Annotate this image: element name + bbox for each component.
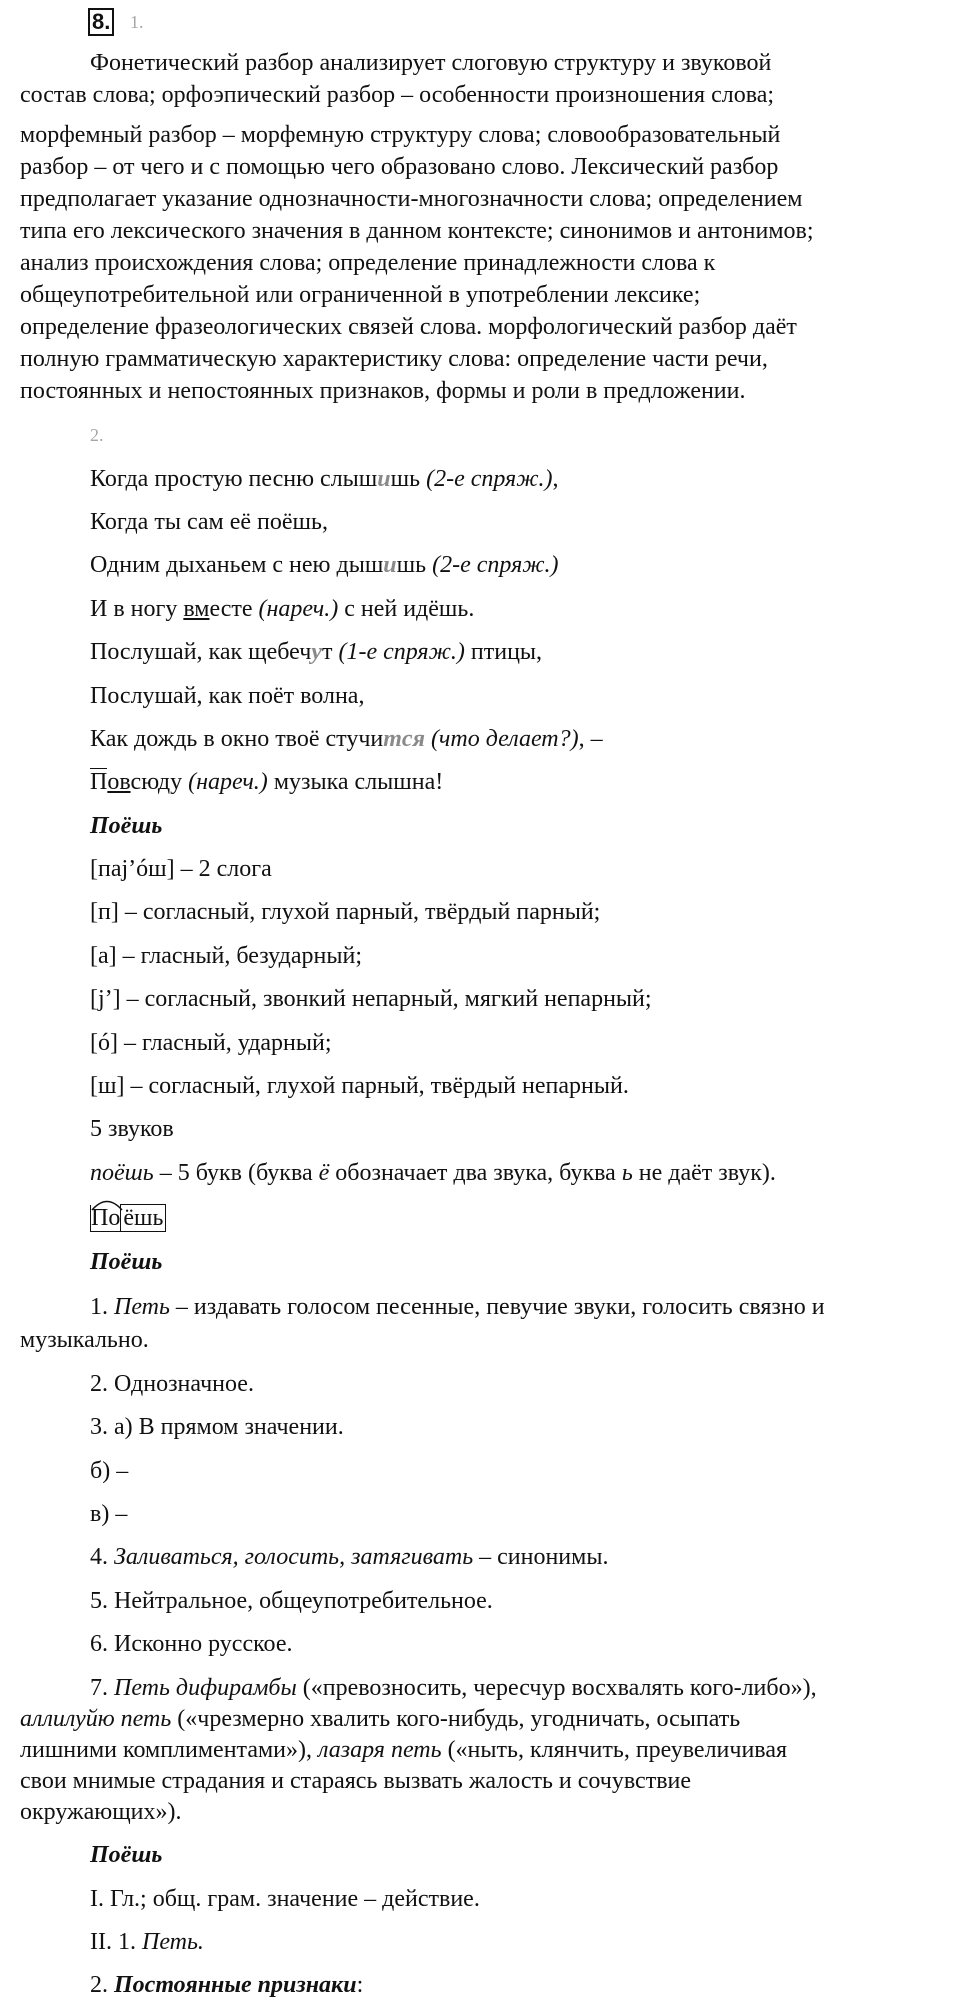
para1-line: постоянных и непостоянных признаков, формы и роли в предложении. — [20, 378, 746, 404]
sound-item: [п] – согласный, глухой парный, твёрдый парный; — [90, 899, 601, 925]
lex-item: свои мнимые страдания и стараясь вызвать жалость и сочувствие — [20, 1768, 692, 1794]
lex-item: 7. Петь дифирамбы («превозносить, чересчур восхвалять кого-либо»), — [90, 1675, 817, 1701]
poem-line: Повсюду (нареч.) музыка слышна! — [90, 769, 444, 795]
subtask-1-label: 1. — [130, 12, 144, 32]
morpheme-analysis — [90, 1203, 166, 1233]
poem-line: Как дождь в окно твоё стучится (что делает?), – — [90, 726, 603, 752]
section-title: Поёшь — [90, 813, 163, 839]
lex-item: аллилуйю петь («чрезмерно хвалить кого-нибудь, угодничать, осыпать — [20, 1706, 741, 1732]
poem-line: Когда простую песню слышишь (2-е спряж.), — [90, 466, 559, 492]
para1-line: Фонетический разбор анализирует слоговую структуру и звуковой — [90, 50, 772, 76]
sound-count: 5 звуков — [90, 1116, 174, 1142]
letter-count: поёшь – 5 букв (буква ё обозначает два звука, буква ь не даёт звук). — [90, 1160, 776, 1186]
lex-item: в) – — [90, 1501, 128, 1527]
para1-line: полную грамматическую характеристику слова: определение части речи, — [20, 346, 768, 372]
para1-line: определение фразеологических связей слова. морфологический разбор даёт — [20, 314, 797, 340]
poem-line: Послушай, как поёт волна, — [90, 683, 365, 709]
lex-item: 2. Однозначное. — [90, 1371, 254, 1397]
lex-item: окружающих»). — [20, 1799, 182, 1825]
lex-item: б) – — [90, 1458, 129, 1484]
para1-line: морфемный разбор – морфемную структуру слова; словообразовательный — [20, 122, 781, 148]
para1-line: типа его лексического значения в данном контексте; синонимов и антонимов; — [20, 218, 814, 244]
section-title: Поёшь — [90, 1249, 163, 1275]
poem-line: И в ногу вместе (нареч.) с ней идёшь. — [90, 596, 475, 622]
lex-item: 5. Нейтральное, общеупотребительное. — [90, 1588, 493, 1614]
sound-item: [j’] – согласный, звонкий непарный, мягкий непарный; — [90, 986, 652, 1012]
poem-line: Послушай, как щебечут (1-е спряж.) птицы, — [90, 639, 543, 665]
sound-item: [ó] – гласный, ударный; — [90, 1030, 332, 1056]
poem-line: Когда ты сам её поёшь, — [90, 509, 328, 535]
transcription: [паj’óш] – 2 слога — [90, 856, 272, 882]
lex-item: 6. Исконно русское. — [90, 1631, 293, 1657]
sound-item: [ш] – согласный, глухой парный, твёрдый непарный. — [90, 1073, 629, 1099]
lex-item: лишними комплиментами»), лазаря петь («ныть, клянчить, преувеличивая — [20, 1737, 788, 1763]
para1-line: разбор – от чего и с помощью чего образовано слово. Лексический разбор — [20, 154, 779, 180]
ending-morpheme: ёшь — [120, 1204, 166, 1232]
para1-line: анализ происхождения слова; определение принадлежности слова к — [20, 250, 716, 276]
lex-item: 3. а) В прямом значении. — [90, 1414, 344, 1440]
lex-item: 1. Петь – издавать голосом песенные, певучие звуки, голосить связно и — [90, 1294, 825, 1320]
para1-line: общеупотребительной или ограниченной в употреблении лексике; — [20, 282, 701, 308]
prefix-morpheme: По — [90, 1203, 120, 1233]
root-arc-icon — [90, 1197, 124, 1211]
lex-item: музыкально. — [20, 1327, 149, 1353]
section-title: Поёшь — [90, 1842, 163, 1868]
morph-item: II. 1. Петь. — [90, 1929, 204, 1955]
para1-line: состав слова; орфоэпический разбор – особенности произношения слова; — [20, 82, 775, 108]
morph-item: I. Гл.; общ. грам. значение – действие. — [90, 1886, 480, 1912]
poem-line: Одним дыханьем с нею дышишь (2-е спряж.) — [90, 552, 559, 578]
para1-line: предполагает указание однозначности-многозначности слова; определением — [20, 186, 803, 212]
morph-item: 2. Постоянные признаки: — [90, 1972, 364, 1998]
prefix-mark: П — [90, 769, 108, 795]
lex-item: 4. Заливаться, голосить, затягивать – синонимы. — [90, 1544, 609, 1570]
subtask-2-label: 2. — [90, 425, 104, 445]
task-number: 8. — [88, 8, 114, 36]
sound-item: [а] – гласный, безударный; — [90, 943, 363, 969]
